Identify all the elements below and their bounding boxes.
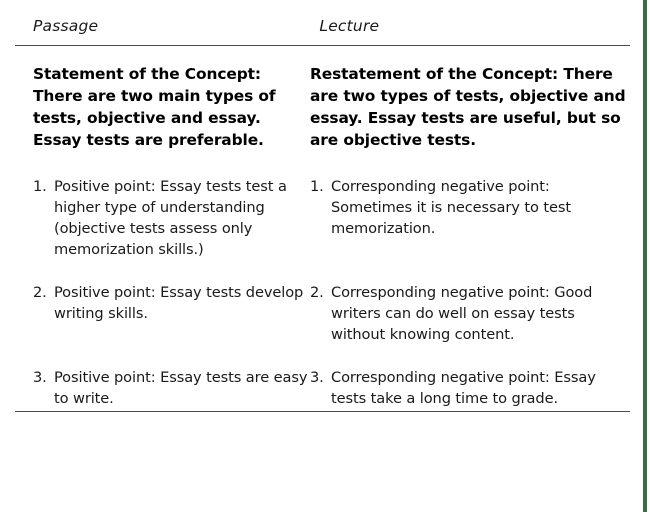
list-item [310, 367, 630, 411]
column-lecture [310, 46, 630, 411]
table-header-row [15, 0, 630, 35]
scan-edge-artifact [643, 0, 647, 512]
list-item [33, 176, 310, 262]
list-item-text: Corresponding negative point: Good writers can do well on essay tests without knowing content. [331, 283, 593, 344]
passage-points-list [33, 176, 310, 411]
list-item [33, 282, 310, 347]
list-item [310, 282, 630, 347]
list-item-text: Positive point: Essay tests test a higher type of understanding (objective tests assess only memorization skills.) [54, 177, 287, 259]
column-header-passage: Passage [33, 17, 99, 35]
list-item-text: Corresponding negative point: Essay tests take a long time to grade. [331, 368, 596, 407]
list-item [310, 176, 630, 262]
list-item-text: Corresponding negative point: Sometimes it is necessary to test memorization. [331, 177, 571, 238]
list-item-text: Positive point: Essay tests develop writing skills. [54, 283, 304, 322]
list-item-number: 1. [33, 177, 47, 195]
list-item [33, 367, 310, 411]
list-item-text: Positive point: Essay tests are easy to write. [54, 368, 308, 407]
passage-concept-heading: Statement of the Concept: There are two main types of tests, objective and essay. Essay tests are preferable. [33, 65, 276, 149]
list-item-number: 3. [310, 368, 324, 386]
table-body-row [15, 46, 630, 411]
list-item-number: 1. [310, 177, 324, 195]
lecture-concept-heading: Restatement of the Concept: There are two types of tests, objective and essay. Essay tests are useful, but so are objective tests. [310, 65, 626, 149]
list-item-number: 2. [33, 283, 47, 301]
list-item-number: 3. [33, 368, 47, 386]
lecture-points-list [310, 176, 630, 411]
footer-divider-rule [15, 411, 630, 412]
column-header-lecture: Lecture [319, 17, 380, 35]
list-item-number: 2. [310, 283, 324, 301]
column-passage [15, 46, 310, 411]
comparison-table [15, 0, 630, 412]
